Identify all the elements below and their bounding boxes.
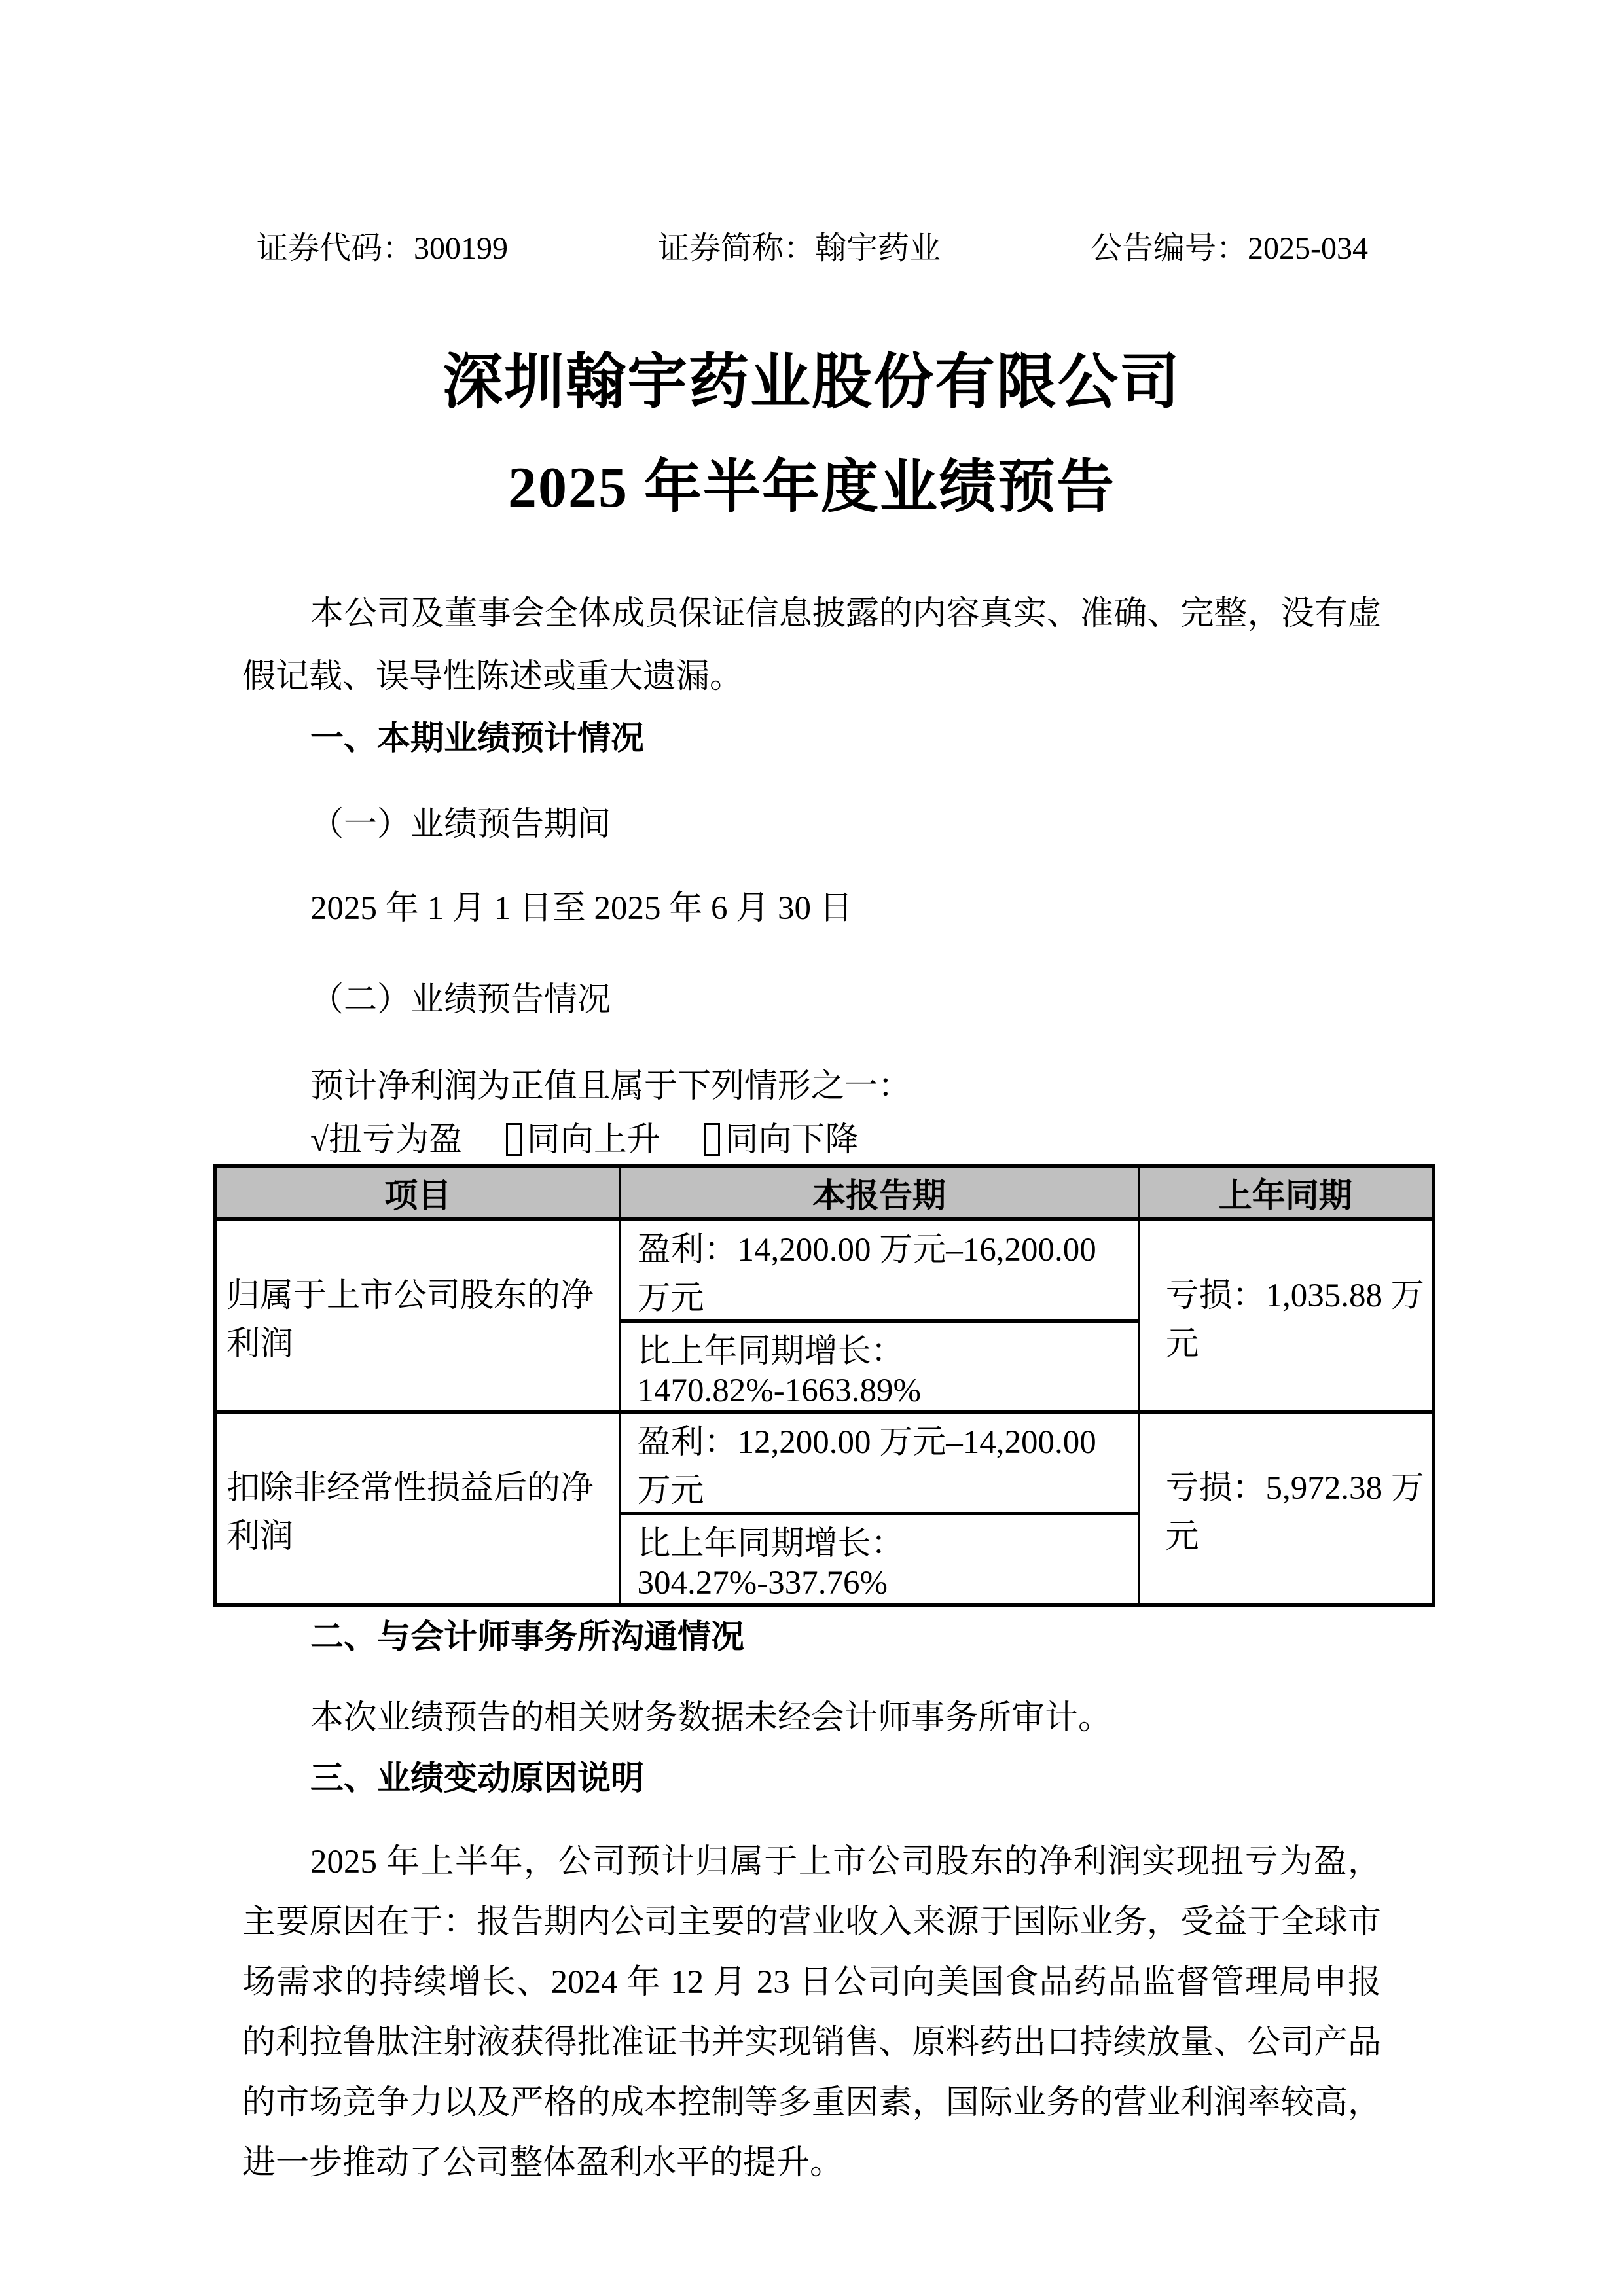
section1-item1-heading: （一）业绩预告期间 [310, 806, 611, 843]
col-header-current-period: 本报告期 [620, 1166, 1138, 1219]
check-mark-icon: √ [310, 1122, 329, 1158]
table-row [215, 1219, 1434, 1321]
option-same-direction-up [506, 1122, 660, 1158]
doc-header [242, 229, 1381, 268]
row2-profit: 盈利：12,200.00 万元–14,200.00 万元 [620, 1412, 1138, 1514]
row2-prior: 亏损：5,972.38 万元 [1138, 1412, 1434, 1605]
report-title: 2025 年半年度业绩预告 [507, 456, 1115, 520]
announcement-no-label: 公告编号：2025-034 [1091, 231, 1368, 266]
row1-item: 归属于上市公司股东的净利润 [215, 1219, 620, 1412]
section2-body: 本次业绩预告的相关财务数据未经会计师事务所审计。 [310, 1700, 1112, 1736]
section3-heading: 三、业绩变动原因说明 [310, 1759, 645, 1797]
forecast-note: 预计净利润为正值且属于下列情形之一： [310, 1068, 912, 1105]
option-up-label: 同向上升 [526, 1122, 660, 1158]
forecast-options [242, 1117, 1381, 1164]
forecast-period: 2025 年 1 月 1 日至 2025 年 6 月 30 日 [310, 890, 853, 927]
table-header-row [215, 1166, 1434, 1219]
row1-growth: 比上年同期增长：1470.82%-1663.89% [620, 1321, 1138, 1412]
checkbox-icon [704, 1123, 720, 1156]
option-turnaround [310, 1122, 462, 1158]
table-row [215, 1412, 1434, 1514]
option-same-direction-down [704, 1122, 859, 1158]
section3-body: 2025 年上半年，公司预计归属于上市公司股东的净利润实现扭亏为盈，主要原因在于：报告期内公司主要的营业收入来源于国际业务，受益于全球市场需求的持续增长、2024 年 12 月 23 日公司向美国食品药品监督管理局申报的利拉鲁肽注射液获得批准证书并实现销售、原料药出口持续放量、公司产品的市场竞争力以及严格的成本控制等多重因素，国际业务的营业利润率较高，进一步推动了公司整体盈利水平的提升。 [242, 1844, 1381, 2181]
row1-prior: 亏损：1,035.88 万元 [1138, 1219, 1434, 1412]
disclaimer-paragraph: 本公司及董事会全体成员保证信息披露的内容真实、准确、完整，没有虚假记载、误导性陈述或重大遗漏。 [242, 596, 1381, 695]
row1-profit: 盈利：14,200.00 万元–16,200.00 万元 [620, 1219, 1138, 1321]
section2-heading: 二、与会计师事务所沟通情况 [310, 1618, 745, 1655]
option-turnaround-label: 扭亏为盈 [329, 1122, 463, 1158]
col-header-item: 项目 [215, 1166, 620, 1219]
row2-item: 扣除非经常性损益后的净利润 [215, 1412, 620, 1605]
stock-abbr-label: 证券简称：翰宇药业 [658, 231, 941, 266]
company-title: 深圳翰宇药业股份有限公司 [442, 349, 1181, 416]
section1-item2-heading: （二）业绩预告情况 [310, 982, 611, 1018]
forecast-table [213, 1164, 1435, 1607]
col-header-prior-period: 上年同期 [1138, 1166, 1434, 1219]
section1-heading: 一、本期业绩预计情况 [310, 719, 645, 757]
stock-code-label: 证券代码：300199 [257, 231, 509, 266]
checkbox-icon [506, 1123, 522, 1156]
option-down-label: 同向下降 [725, 1122, 859, 1158]
row2-growth: 比上年同期增长：304.27%-337.76% [620, 1514, 1138, 1605]
